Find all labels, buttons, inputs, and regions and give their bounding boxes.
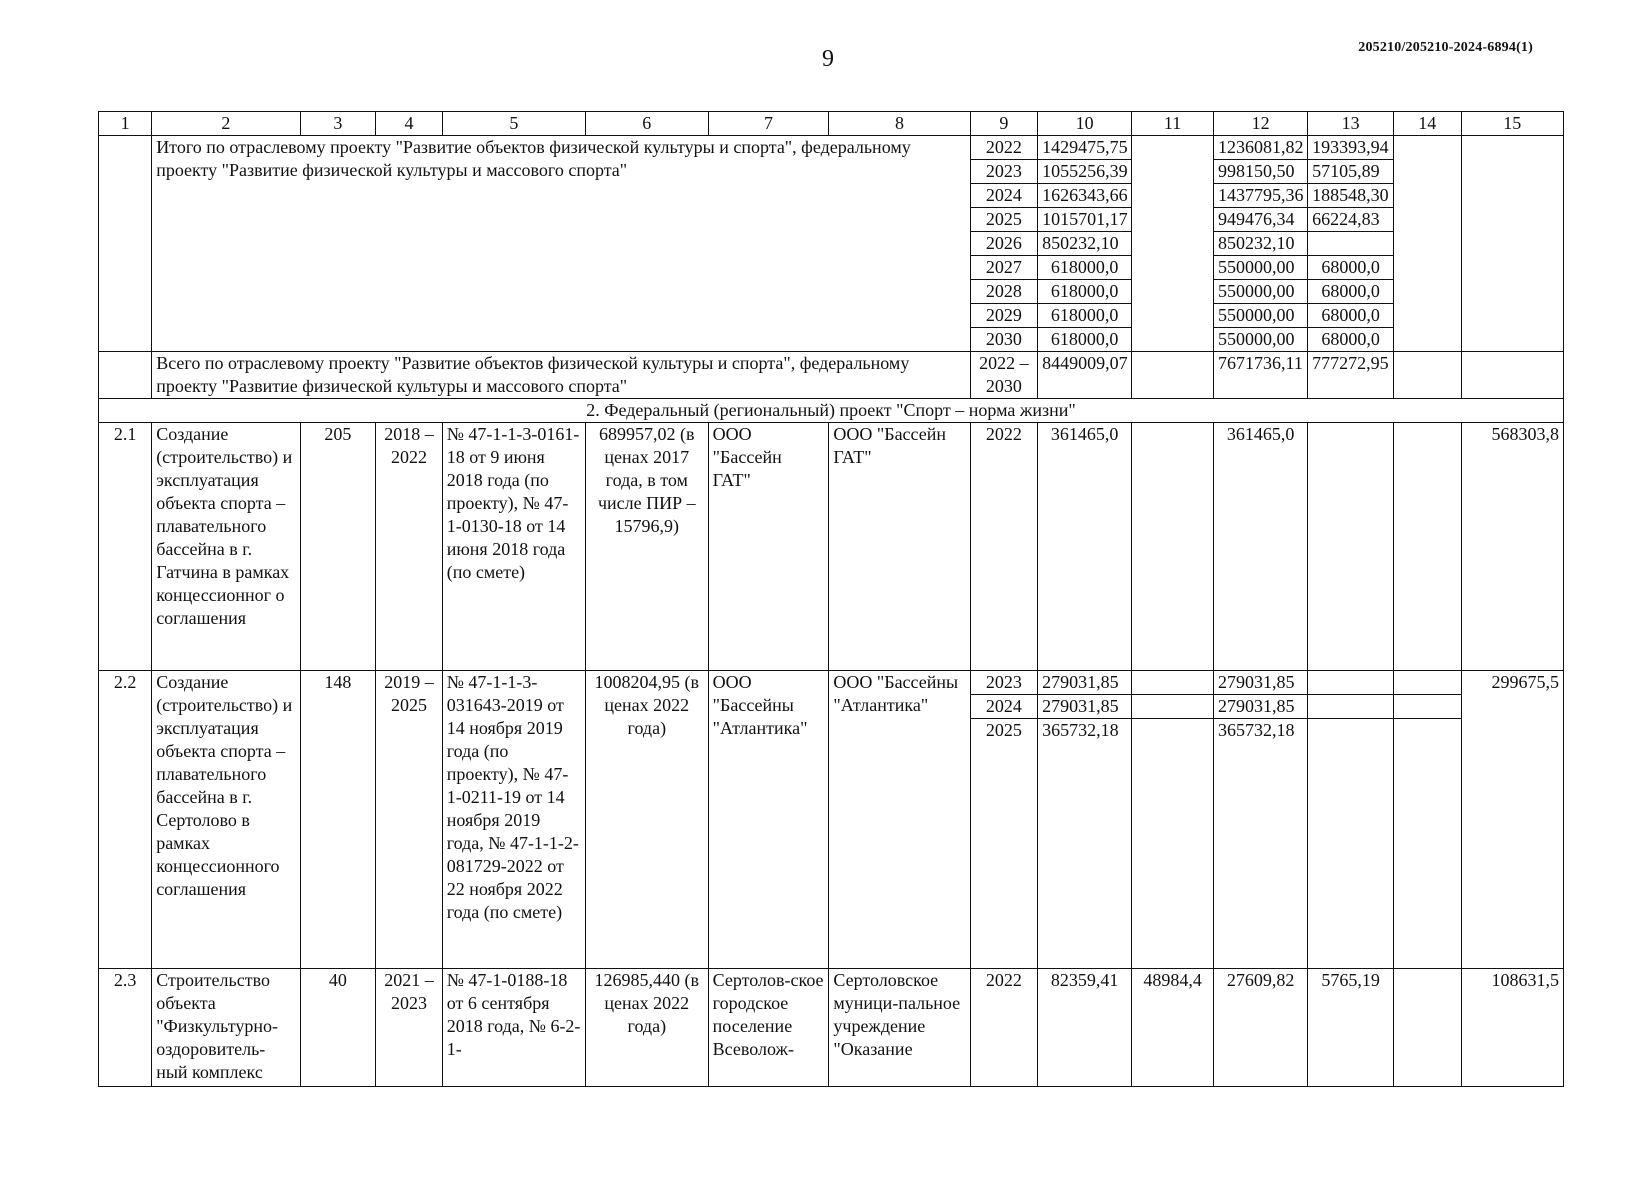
year-cell: 2022 [970, 423, 1038, 671]
amount-cell: 68000,0 [1308, 304, 1394, 328]
year-cell: 2028 [970, 280, 1038, 304]
amount-cell: 8449009,07 [1038, 352, 1132, 399]
item-name: Строительство объекта "Физкультурно-оздоровитель-ный комплекс [152, 969, 300, 1087]
developer-cell: ООО "Бассейны "Атлантика" [829, 671, 970, 969]
amount-cell: 57105,89 [1308, 160, 1394, 184]
year-cell: 2027 [970, 256, 1038, 280]
amount-cell [1308, 671, 1394, 695]
section-title: 2. Федеральный (региональный) проект "Спорт – норма жизни" [99, 399, 1564, 423]
column-header: 8 [829, 112, 970, 136]
year-cell: 2024 [970, 695, 1038, 719]
expertise-cell: № 47-1-1-3-031643-2019 от 14 ноября 2019 года (по проекту), № 47-1-0211-19 от 14 ноября 2019 года, № 47-1-1-2-081729-2022 от 22 ноября 2022 года (по смете) [442, 671, 585, 969]
column-header: 14 [1394, 112, 1462, 136]
cost-cell: 126985,440 (в ценах 2022 года) [585, 969, 708, 1087]
amount-cell: 66224,83 [1308, 208, 1394, 232]
amount-cell: 850232,10 [1214, 232, 1308, 256]
amount-cell: 550000,00 [1214, 328, 1308, 352]
budget-table [98, 111, 1564, 1087]
cost-cell: 689957,02 (в ценах 2017 года, в том числе ПИР – 15796,9) [585, 423, 708, 671]
amount-cell [1394, 969, 1462, 1087]
expertise-cell: № 47-1-0188-18 от 6 сентября 2018 года, № 6-2-1- [442, 969, 585, 1087]
year-cell: 2022 [970, 136, 1038, 160]
capacity-cell: 40 [300, 969, 376, 1087]
amount-cell: 618000,0 [1038, 280, 1132, 304]
section-title-row [99, 399, 1564, 423]
amount-cell [1394, 719, 1462, 969]
amount-cell: 550000,00 [1214, 256, 1308, 280]
amount-cell [1308, 695, 1394, 719]
amount-cell [1394, 695, 1462, 719]
item-name: Создание (строительство) и эксплуатация объекта спорта – плавательного бассейна в г. Сертолово в рамках концессионного соглашения [152, 671, 300, 969]
amount-cell: 365732,18 [1038, 719, 1132, 969]
year-cell: 2029 [970, 304, 1038, 328]
column-header: 3 [300, 112, 376, 136]
amount-cell: 1055256,39 [1038, 160, 1132, 184]
amount-cell: 1429475,75 [1038, 136, 1132, 160]
amount-cell [1132, 423, 1214, 671]
customer-cell: Сертолов-ское городское поселение Всеволож- [708, 969, 829, 1087]
table-row [99, 423, 1564, 671]
amount-cell: 188548,30 [1308, 184, 1394, 208]
capacity-cell: 148 [300, 671, 376, 969]
period-cell: 2019 – 2025 [376, 671, 442, 969]
amount-cell: 777272,95 [1308, 352, 1394, 399]
column-header: 4 [376, 112, 442, 136]
remaining-cost-cell: 108631,5 [1461, 969, 1563, 1087]
amount-cell: 68000,0 [1308, 256, 1394, 280]
year-cell: 2025 [970, 719, 1038, 969]
column-header: 11 [1132, 112, 1214, 136]
amount-cell: 1437795,36 [1214, 184, 1308, 208]
year-cell: 2025 [970, 208, 1038, 232]
amount-cell: 550000,00 [1214, 304, 1308, 328]
year-cell: 2022 [970, 969, 1038, 1087]
amount-cell [1308, 423, 1394, 671]
amount-cell: 279031,85 [1038, 695, 1132, 719]
amount-cell: 998150,50 [1214, 160, 1308, 184]
column-header: 9 [970, 112, 1038, 136]
amount-cell: 361465,0 [1038, 423, 1132, 671]
amount-cell [1308, 232, 1394, 256]
amount-cell [1394, 671, 1462, 695]
total-row [99, 352, 1564, 399]
amount-cell: 27609,82 [1214, 969, 1308, 1087]
capacity-cell: 205 [300, 423, 376, 671]
table-row [99, 969, 1564, 1087]
amount-cell: 1236081,82 [1214, 136, 1308, 160]
period-cell: 2021 – 2023 [376, 969, 442, 1087]
amount-cell: 5765,19 [1308, 969, 1394, 1087]
cost-cell: 1008204,95 (в ценах 2022 года) [585, 671, 708, 969]
total-label: Всего по отраслевому проекту "Развитие объектов физической культуры и спорта", федеральному проекту "Развитие физической культуры и массового спорта" [152, 352, 970, 399]
column-header: 10 [1038, 112, 1132, 136]
column-number-row [99, 112, 1564, 136]
amount-cell [1394, 423, 1462, 671]
period-cell: 2018 – 2022 [376, 423, 442, 671]
column-header: 1 [99, 112, 152, 136]
amount-cell: 361465,0 [1214, 423, 1308, 671]
subtotal-label: Итого по отраслевому проекту "Развитие объектов физической культуры и спорта", федеральному проекту "Развитие физической культуры и массового спорта" [152, 136, 970, 352]
remaining-cost-cell: 299675,5 [1461, 671, 1563, 969]
year-cell: 2026 [970, 232, 1038, 256]
amount-cell: 68000,0 [1308, 280, 1394, 304]
column-header: 15 [1461, 112, 1563, 136]
column-header: 6 [585, 112, 708, 136]
amount-cell: 618000,0 [1038, 328, 1132, 352]
remaining-cost-cell: 568303,8 [1461, 423, 1563, 671]
customer-cell: ООО "Бассейны "Атлантика" [708, 671, 829, 969]
amount-cell: 82359,41 [1038, 969, 1132, 1087]
amount-cell [1308, 719, 1394, 969]
year-cell: 2024 [970, 184, 1038, 208]
amount-cell: 550000,00 [1214, 280, 1308, 304]
amount-cell: 193393,94 [1308, 136, 1394, 160]
amount-cell: 618000,0 [1038, 256, 1132, 280]
year-cell: 2023 [970, 671, 1038, 695]
developer-cell: Сертоловское муници-пальное учреждение "Оказание [829, 969, 970, 1087]
amount-cell: 279031,85 [1214, 695, 1308, 719]
column-header: 7 [708, 112, 829, 136]
item-name: Создание (строительство) и эксплуатация объекта спорта – плавательного бассейна в г. Гатчина в рамках концессионног о соглашения [152, 423, 300, 671]
amount-cell [1132, 671, 1214, 695]
column-header: 13 [1308, 112, 1394, 136]
expertise-cell: № 47-1-1-3-0161-18 от 9 июня 2018 года (по проекту), № 47-1-0130-18 от 14 июня 2018 года (по смете) [442, 423, 585, 671]
year-cell: 2023 [970, 160, 1038, 184]
column-header: 12 [1214, 112, 1308, 136]
amount-cell: 850232,10 [1038, 232, 1132, 256]
amount-cell: 279031,85 [1214, 671, 1308, 695]
item-number: 2.3 [99, 969, 152, 1087]
amount-cell: 68000,0 [1308, 328, 1394, 352]
year-cell: 2030 [970, 328, 1038, 352]
amount-cell: 1015701,17 [1038, 208, 1132, 232]
column-header: 5 [442, 112, 585, 136]
item-number: 2.2 [99, 671, 152, 969]
subtotal-row [99, 136, 1564, 160]
year-range-cell: 2022 – 2030 [970, 352, 1038, 399]
amount-cell: 279031,85 [1038, 671, 1132, 695]
table-row [99, 671, 1564, 695]
column-header: 2 [152, 112, 300, 136]
developer-cell: ООО "Бассейн ГАТ" [829, 423, 970, 671]
item-number: 2.1 [99, 423, 152, 671]
amount-cell: 48984,4 [1132, 969, 1214, 1087]
amount-cell: 365732,18 [1214, 719, 1308, 969]
amount-cell: 618000,0 [1038, 304, 1132, 328]
amount-cell: 949476,34 [1214, 208, 1308, 232]
amount-cell: 7671736,11 [1214, 352, 1308, 399]
page-number: 9 [822, 46, 834, 72]
customer-cell: ООО "Бассейн ГАТ" [708, 423, 829, 671]
amount-cell [1132, 719, 1214, 969]
document-id: 205210/205210-2024-6894(1) [1358, 40, 1533, 55]
amount-cell [1132, 695, 1214, 719]
amount-cell: 1626343,66 [1038, 184, 1132, 208]
